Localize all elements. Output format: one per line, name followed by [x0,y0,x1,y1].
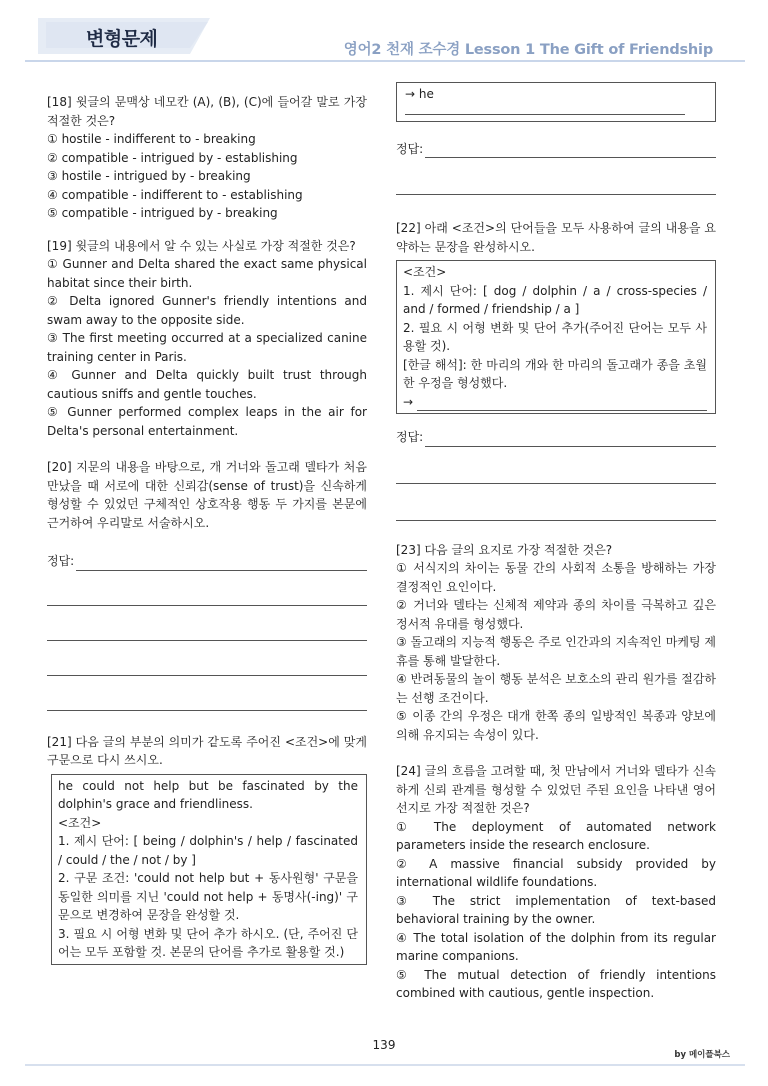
question-20-answer-label: 정답: [47,554,75,568]
question-19-option-3: ③ The first meeting occurred at a specialized canine training center in Paris. [47,331,367,364]
publisher-credit: by 메이플북스 [674,1050,730,1060]
question-24-option-1: ① The deployment of automated network parameters inside the research enclosure. [396,819,716,852]
question-22-answer-label: 정답: [396,430,424,444]
question-21-condition-2: 2. 구문 조건: 'could not help but + 동사원형' 구문을 동일한 의미를 지닌 'could not help + 동명사(-ing)' 구문으로 변경하여 문장을 완성할 것. [58,871,358,922]
left-column [47,93,367,965]
question-22-blank-line-2[interactable] [396,484,716,521]
question-21-answer-line[interactable] [396,140,716,159]
question-21-title: [21] 다음 글의 부분의 의미가 같도록 주어진 <조건>에 맞게 구문으로 다시 쓰시오. [47,734,367,767]
question-21-box [51,774,367,965]
question-20-blank-line-2[interactable] [47,606,367,641]
question-23-title: [23] 다음 글의 요지로 가장 적절한 것은? [396,542,613,557]
question-21-answer-label: 정답: [396,141,424,156]
question-22-condition-2: 2. 필요 시 어형 변화 및 단어 추가(주어진 단어는 모두 사용할 것). [403,320,707,353]
question-22-condition-1: 1. 제시 단어: [ dog / dolphin / a / cross-species / and / formed / friendship / a ] [403,283,707,316]
header-tab [38,18,210,54]
question-22-title: [22] 아래 <조건>의 단어들을 모두 사용하여 글의 내용을 요약하는 문장을 완성하시오. [396,221,716,254]
page-number: 139 [372,1038,396,1052]
question-22-answer-line[interactable] [396,428,716,447]
question-24-title: [24] 글의 흐름을 고려할 때, 첫 만남에서 거너와 델타가 신속하게 신뢰 관계를 형성할 수 있었던 주된 요인을 나타낸 영어 선지로 가장 적절한 것은? [396,764,716,815]
question-23-option-2: ② 거너와 델타는 신체적 제약과 종의 차이를 극복하고 깊은 정서적 유대를 형성했다. [396,598,716,631]
question-21-blank-line[interactable] [396,158,716,195]
question-21-condition-heading: <조건> [58,815,102,830]
question-19-option-4: ④ Gunner and Delta quickly built trust through cautious sniffs and gentle touches. [47,368,367,401]
question-23-option-3: ③ 돌고래의 지능적 행동은 주로 인간과의 지속적인 마케팅 제휴를 통해 발달한다. [396,635,716,668]
question-19-title: [19] 윗글의 내용에서 알 수 있는 사실로 가장 적절한 것은? [47,238,356,253]
question-18-option-1: ① hostile - indifferent to - breaking [47,132,256,146]
question-22 [396,219,716,521]
question-21-answer-rule [425,143,716,158]
question-22-arrow-rule [417,396,707,411]
question-18 [47,93,367,223]
question-22-condition-heading: <조건> [403,265,447,279]
question-22-arrow-line[interactable] [403,393,707,412]
footer-divider [25,1064,745,1066]
question-20-blank-line-4[interactable] [47,676,367,711]
question-23-option-4: ④ 반려동물의 놀이 행동 분석은 보호소의 관리 원가를 절감하는 선행 조건이다. [396,672,716,705]
question-24 [396,762,716,1003]
right-column [396,82,716,1003]
question-23 [396,541,716,745]
question-18-option-5: ⑤ compatible - intrigued by - breaking [47,206,278,220]
question-20-blank-line-3[interactable] [47,641,367,676]
question-18-option-4: ④ compatible - indifferent to - establishing [47,187,303,202]
header-divider [25,60,745,62]
question-24-option-5: ⑤ The mutual detection of friendly intentions combined with cautious, gentle inspection. [396,967,716,1000]
question-19-option-2: ② Delta ignored Gunner's friendly intentions and swam away to the opposite side. [47,294,367,327]
header-title: 영어2 천재 조수경 Lesson 1 The Gift of Friendship [343,42,713,58]
question-21 [47,733,367,965]
question-24-option-2: ② A massive financial subsidy provided by international wildlife foundations. [396,856,716,889]
question-18-option-3: ③ hostile - intrigued by - breaking [47,169,251,183]
question-22-answer-rule [425,432,716,447]
question-20 [47,458,367,711]
header-label: 변형문제 [86,28,158,50]
question-19-option-5: ⑤ Gunner performed complex leaps in the air for Delta's personal entertainment. [47,405,367,438]
question-18-title: [18] 윗글의 문맥상 네모칸 (A), (B), (C)에 들어갈 말로 가장 적절한 것은? [47,95,367,128]
question-24-option-4: ④ The total isolation of the dolphin from its regular marine companions. [396,930,716,963]
question-24-option-3: ③ The strict implementation of text-based behavioral training by the owner. [396,893,716,926]
question-23-option-1: ① 서식지의 차이는 동물 간의 사회적 소통을 방해하는 가장 결정적인 요인이다. [396,561,716,594]
question-20-title: [20] 지문의 내용을 바탕으로, 개 거너와 돌고래 델타가 처음 만났을 때 서로에 대한 신뢰감(sense of trust)을 신속하게 형성할 수 있었던 구체적인 상호작용 행동 두 가지를 본문에 근거하여 우리말로 서술하시오. [47,460,367,530]
question-21-answer-box[interactable] [396,82,716,122]
question-19-option-1: ① Gunner and Delta shared the exact same physical habitat since their birth. [47,257,367,290]
question-21-condition-3: 3. 필요 시 어형 변화 및 단어 추가 하시오. (단, 주어진 단어는 모두 포함할 것. 본문의 단어를 추가로 활용할 것.) [58,926,358,959]
question-20-answer-line[interactable] [47,552,367,571]
question-22-translation: [한글 해석]: 한 마리의 개와 한 마리의 돌고래가 종을 초월한 우정을 형성했다. [403,357,707,390]
question-20-blank-line-1[interactable] [47,571,367,606]
question-23-option-5: ⑤ 이종 간의 우정은 대개 한쪽 종의 일방적인 복종과 양보에 의해 유지되는 속성이 있다. [396,709,716,742]
question-22-arrow: → [403,394,414,409]
question-18-option-2: ② compatible - intrigued by - establishing [47,150,298,165]
question-21-write-line [405,104,685,115]
question-19 [47,237,367,441]
question-22-blank-line-1[interactable] [396,447,716,484]
question-21-source-sentence: he could not help but be fascinated by the dolphin's grace and friendliness. [58,778,358,811]
question-22-box [396,260,716,414]
question-20-answer-rule [76,556,367,571]
question-21-condition-1: 1. 제시 단어: [ being / dolphin's / help / fascinated / could / the / not / by ] [58,834,358,867]
question-21-arrow-text: → he [405,87,434,101]
